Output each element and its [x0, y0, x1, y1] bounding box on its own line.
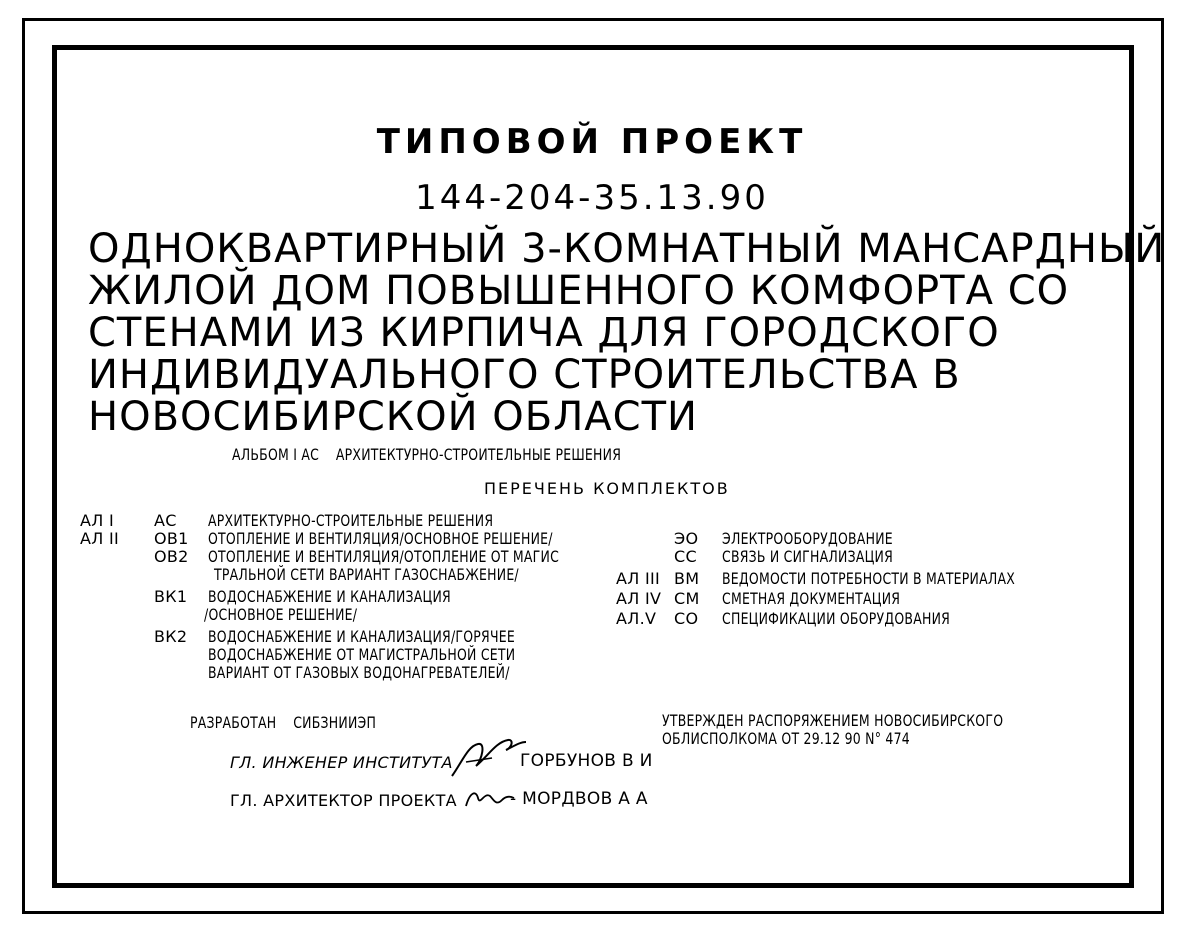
set-title: ТРАЛЬНОЙ СЕТИ ВАРИАНТ ГАЗОСНАБЖЕНИЕ/ — [214, 565, 519, 584]
set-title: СПЕЦИФИКАЦИИ ОБОРУДОВАНИЯ — [722, 609, 951, 628]
title-line-2: ЖИЛОЙ ДОМ ПОВЫШЕННОГО КОМФОРТА СО — [88, 268, 1070, 314]
signature-icon — [448, 732, 528, 782]
title-line-3: СТЕНАМИ ИЗ КИРПИЧА ДЛЯ ГОРОДСКОГО — [88, 310, 1000, 356]
set-code: ОВ1 — [154, 529, 189, 548]
set-title: ВОДОСНАБЖЕНИЕ ОТ МАГИСТРАЛЬНОЙ СЕТИ — [208, 645, 516, 664]
set-code: ВМ — [674, 569, 700, 588]
set-title: ВАРИАНТ ОТ ГАЗОВЫХ ВОДОНАГРЕВАТЕЛЕЙ/ — [208, 663, 510, 682]
set-code: СМ — [674, 589, 700, 608]
approval-line-1: УТВЕРЖДЕН РАСПОРЯЖЕНИЕМ НОВОСИБИРСКОГО — [662, 711, 1004, 730]
set-title: ВЕДОМОСТИ ПОТРЕБНОСТИ В МАТЕРИАЛАХ — [722, 569, 1016, 588]
set-code: ВК2 — [154, 627, 188, 646]
album-label: АЛЬБОМ I АС — [232, 445, 320, 464]
set-code: СО — [674, 609, 699, 628]
album-code: АЛ.V — [616, 609, 657, 628]
album-code: АЛ II — [80, 529, 119, 548]
approval-block — [662, 712, 1100, 748]
album-code: АЛ I — [80, 511, 114, 530]
chief-architect-role: ГЛ. АРХИТЕКТОР ПРОЕКТА — [230, 791, 457, 810]
album-code: АЛ IV — [616, 589, 662, 608]
chief-engineer-signature — [448, 732, 528, 782]
set-title: ОТОПЛЕНИЕ И ВЕНТИЛЯЦИЯ/ОСНОВНОЕ РЕШЕНИЕ/ — [208, 529, 553, 548]
project-number: 144-204-35.13.90 — [415, 178, 769, 218]
set-title: ЭЛЕКТРООБОРУДОВАНИЕ — [722, 529, 893, 548]
developed-line — [190, 714, 490, 732]
set-code: АС — [154, 511, 177, 530]
set-title: /ОСНОВНОЕ РЕШЕНИЕ/ — [204, 605, 358, 624]
set-title: АРХИТЕКТУРНО-СТРОИТЕЛЬНЫЕ РЕШЕНИЯ — [208, 511, 494, 530]
set-code: ОВ2 — [154, 547, 189, 566]
set-code: ВК1 — [154, 587, 188, 606]
set-title: ВОДОСНАБЖЕНИЕ И КАНАЛИЗАЦИЯ — [208, 587, 451, 606]
album-name: АРХИТЕКТУРНО-СТРОИТЕЛЬНЫЕ РЕШЕНИЯ — [335, 445, 622, 464]
developed-org: СИБЗНИИЭП — [293, 713, 377, 732]
set-code: СС — [674, 547, 697, 566]
title-line-5: НОВОСИБИРСКОЙ ОБЛАСТИ — [88, 394, 698, 440]
chief-architect-name: - МОРДВОВ А А — [510, 789, 648, 809]
developed-label: РАЗРАБОТАН — [190, 713, 277, 732]
chief-engineer-role: ГЛ. ИНЖЕНЕР ИНСТИТУТА — [230, 753, 453, 772]
set-title: СМЕТНАЯ ДОКУМЕНТАЦИЯ — [722, 589, 901, 608]
set-code: ЭО — [674, 529, 699, 548]
set-title: ОТОПЛЕНИЕ И ВЕНТИЛЯЦИЯ/ОТОПЛЕНИЕ ОТ МАГИС — [208, 547, 560, 566]
album-line — [232, 446, 732, 464]
album-code: АЛ III — [616, 569, 661, 588]
chief-engineer-name: ГОРБУНОВ В И — [520, 751, 653, 771]
set-title: СВЯЗЬ И СИГНАЛИЗАЦИЯ — [722, 547, 894, 566]
approval-line-2: ОБЛИСПОЛКОМА ОТ 29.12 90 N° 474 — [662, 729, 910, 748]
sets-heading: ПЕРЕЧЕНЬ КОМПЛЕКТОВ — [484, 479, 730, 498]
set-title: ВОДОСНАБЖЕНИЕ И КАНАЛИЗАЦИЯ/ГОРЯЧЕЕ — [208, 627, 515, 646]
project-type-heading: ТИПОВОЙ ПРОЕКТ — [376, 122, 808, 162]
title-line-1: ОДНОКВАРТИРНЫЙ 3-КОМНАТНЫЙ МАНСАРДНЫЙ — [88, 226, 1166, 272]
title-line-4: ИНДИВИДУАЛЬНОГО СТРОИТЕЛЬСТВА В — [88, 352, 961, 398]
